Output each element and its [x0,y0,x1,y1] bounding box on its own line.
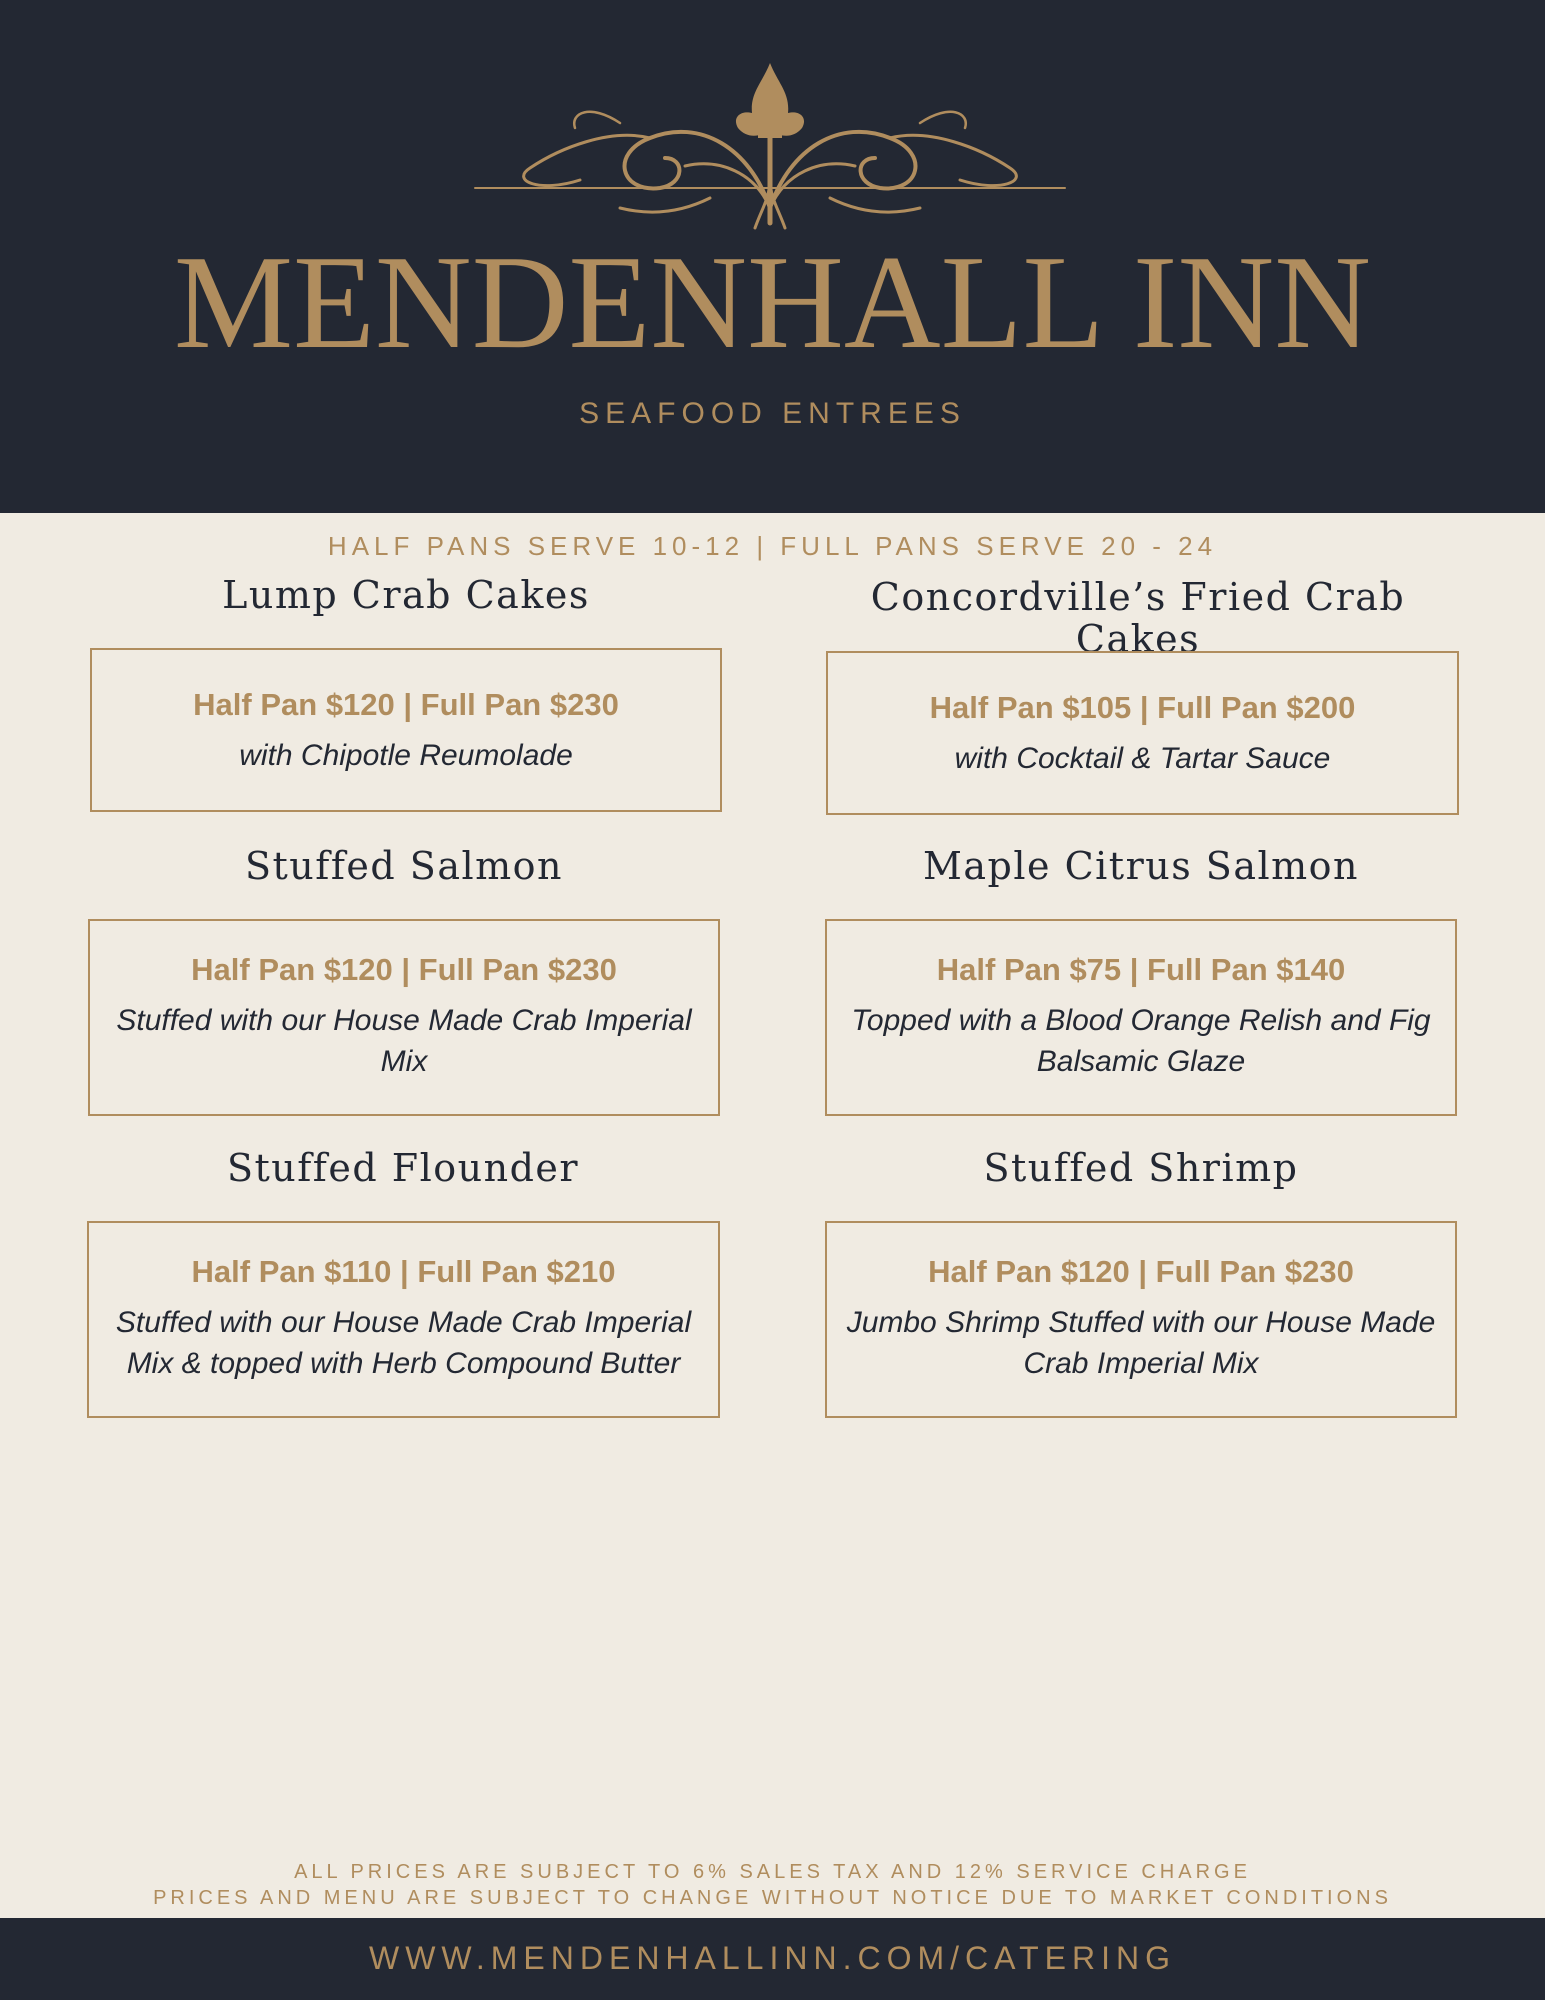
item-price: Half Pan $120 | Full Pan $230 [193,687,619,722]
item-card-fried-crab-cakes [826,651,1459,815]
website-url[interactable]: WWW.MENDENHALLINN.COM/CATERING [369,1940,1176,1976]
item-name-fried-crab-cakes: Concordville’s Fried Crab Cakes [870,575,1406,661]
flourish-ornament-icon [470,58,1070,233]
item-card-maple-citrus-salmon [825,919,1457,1116]
footer-bar [0,1918,1545,2000]
item-card-stuffed-shrimp [825,1221,1457,1418]
item-name-stuffed-salmon: Stuffed Salmon [244,844,564,888]
item-card-lump-crab-cakes [90,648,722,812]
item-price: Half Pan $120 | Full Pan $230 [191,952,617,987]
item-card-stuffed-flounder [87,1221,720,1418]
price-change-note: PRICES AND MENU ARE SUBJECT TO CHANGE WITHOUT NOTICE DUE TO MARKET CONDITIONS [153,1887,1392,1909]
header-band [0,0,1545,513]
item-description: with Chipotle Reumolade [239,738,573,772]
item-name-stuffed-shrimp: Stuffed Shrimp [983,1146,1299,1190]
item-price: Half Pan $120 | Full Pan $230 [928,1254,1354,1289]
menu-subtitle: SEAFOOD ENTREES [579,397,966,430]
restaurant-name: MENDENHALL INN [173,228,1372,376]
item-name-maple-citrus-salmon: Maple Citrus Salmon [922,844,1360,888]
item-card-stuffed-salmon [88,919,720,1116]
item-price: Half Pan $75 | Full Pan $140 [936,952,1346,987]
tax-note: ALL PRICES ARE SUBJECT TO 6% SALES TAX AND 12% SERVICE CHARGE [294,1861,1251,1883]
item-description: Topped with a Blood Orange Relish and Fig Balsamic Glaze [851,1003,1431,1078]
item-name-stuffed-flounder: Stuffed Flounder [226,1146,580,1190]
item-description: with Cocktail & Tartar Sauce [954,741,1331,775]
item-name-lump-crab-cakes: Lump Crab Cakes [222,573,590,617]
item-description: Jumbo Shrimp Stuffed with our House Made Crab Imperial Mix [846,1305,1436,1380]
item-description: Stuffed with our House Made Crab Imperial Mix [116,1003,692,1078]
serving-size-note: HALF PANS SERVE 10-12 | FULL PANS SERVE 20 - 24 [327,531,1218,561]
item-price: Half Pan $105 | Full Pan $200 [929,690,1356,725]
item-description: Stuffed with our House Made Crab Imperial Mix & topped with Herb Compound Butter [115,1305,692,1380]
item-price: Half Pan $110 | Full Pan $210 [191,1254,616,1289]
